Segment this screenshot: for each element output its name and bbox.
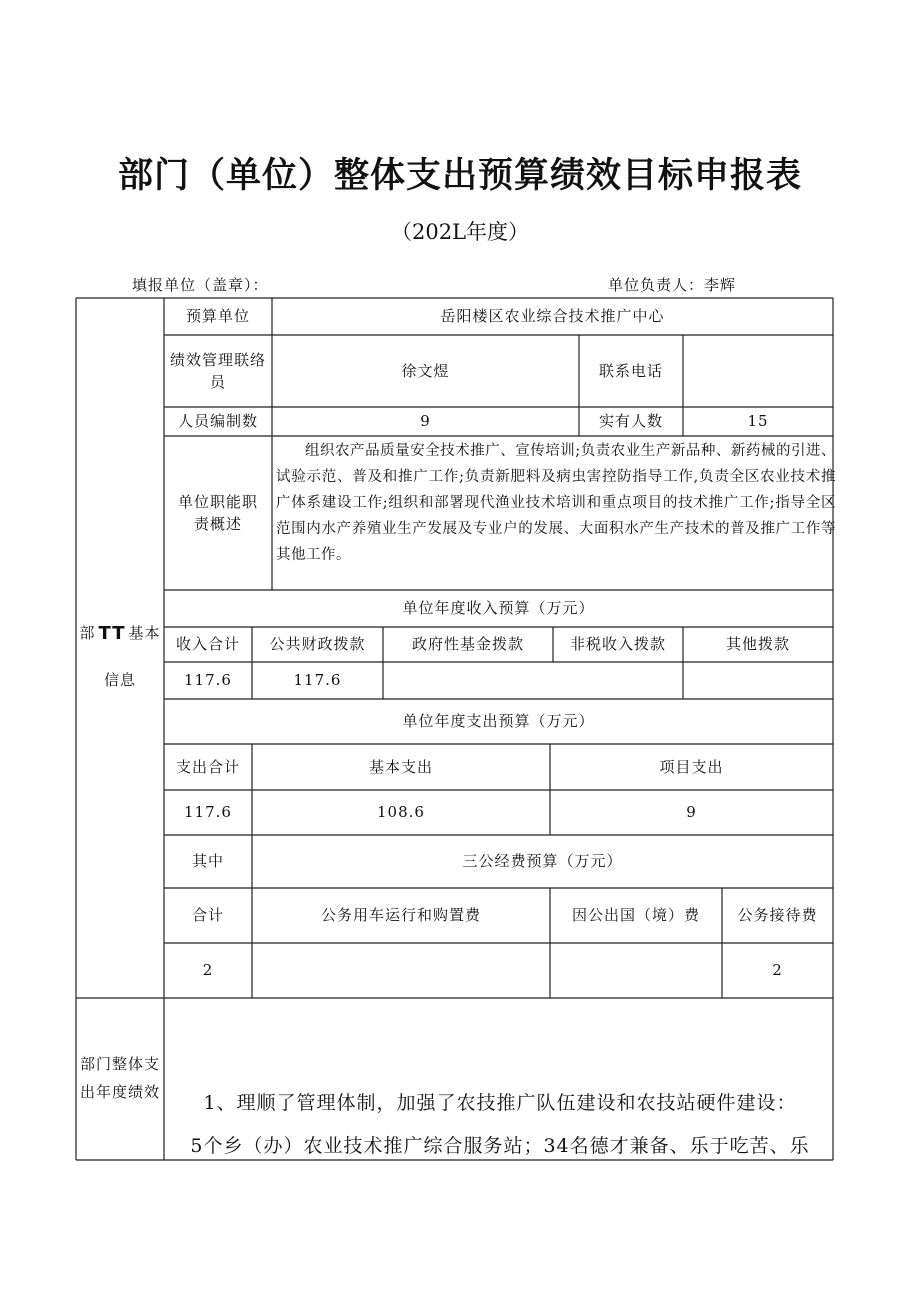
of-which-label: 其中 [191, 852, 224, 871]
contact-value: 徐文煜 [401, 361, 450, 380]
three-public-header-abroad: 因公出国（境）费 [571, 906, 700, 925]
income-header-public-finance: 公共财政拨款 [269, 635, 366, 654]
three-public-value-vehicle [252, 943, 550, 998]
duties-description: 组织农产品质量安全技术推广、宣传培训;负责农业生产新品种、新药械的引进、试验示范、普及和推广工作;负责新肥料及病虫害控防指导工作,负责全区农业技术推广体系建设工作;组织和部署现代渔业技术培训和重点项目的技术推广工作;指导全区范围内水产养殖业生产发展及专业户的发展、大面积水产生产技术的普及推广工作等其他工作。 [276, 443, 836, 563]
page-title: 部门（单位）整体支出预算绩效目标申报表 [117, 156, 802, 196]
three-public-value-total: 2 [202, 961, 214, 980]
income-budget-title: 单位年度收入预算（万元） [402, 599, 595, 618]
budget-unit-label: 预算单位 [185, 307, 250, 326]
expense-header-project: 项目支出 [659, 757, 724, 776]
staff-actual-value: 15 [747, 412, 769, 431]
expense-value-total: 117.6 [184, 803, 232, 822]
three-public-header-vehicle: 公务用车运行和购置费 [320, 906, 481, 925]
expense-budget-title: 单位年度支出预算（万元） [402, 712, 595, 731]
income-header-non-tax: 非税收入拨款 [569, 635, 666, 654]
section-label-mark: TT [98, 622, 126, 644]
unit-leader-label: 单位负责人：李辉 [608, 276, 737, 294]
section-label-part1: 部 [79, 623, 96, 642]
phone-value [683, 335, 833, 407]
contact-label: 绩效管理联络员 [169, 350, 266, 391]
three-public-value-abroad [550, 943, 722, 998]
three-public-title: 三公经费预算（万元） [462, 852, 623, 871]
staff-actual-label: 实有人数 [598, 412, 663, 431]
expense-header-basic: 基本支出 [368, 757, 433, 776]
income-header-total: 收入合计 [175, 635, 240, 654]
income-header-other: 其他拨款 [725, 635, 790, 654]
three-public-header-reception: 公务接待费 [737, 906, 818, 925]
budget-unit-value: 岳阳楼区农业综合技术推广中心 [440, 307, 665, 326]
expense-header-total: 支出合计 [175, 757, 240, 776]
income-value-public-finance: 117.6 [293, 671, 342, 690]
section-label-basic-info [76, 618, 164, 648]
expense-value-basic: 108.6 [377, 803, 425, 822]
staff-quota-label: 人员编制数 [177, 412, 258, 431]
section-label-info: 信息 [103, 670, 136, 689]
income-value-total: 117.6 [184, 671, 232, 690]
income-value-gov-fund-non-tax [383, 662, 683, 699]
three-public-value-reception: 2 [772, 961, 783, 980]
duties-label: 单位职能职责概述 [177, 492, 258, 533]
expense-value-project: 9 [686, 803, 697, 822]
staff-quota-value: 9 [420, 412, 431, 431]
performance-line-2: 5个乡（办）农业技术推广综合服务站；34名德才兼备、乐于吃苦、乐 [190, 1135, 810, 1157]
phone-label: 联系电话 [598, 361, 663, 380]
income-value-other [683, 662, 833, 699]
fill-unit-label: 填报单位（盖章）： [132, 276, 269, 294]
year-subtitle: （202L年度） [390, 220, 530, 244]
performance-line-1: 1、理顺了管理体制，加强了农技推广队伍建设和农技站硬件建设： [203, 1092, 797, 1114]
three-public-header-total: 合计 [191, 906, 224, 925]
performance-label: 部门整体支出年度绩效 [80, 1055, 161, 1101]
income-header-gov-fund: 政府性基金拨款 [411, 635, 524, 654]
section-label-part2: 基本 [128, 623, 161, 642]
